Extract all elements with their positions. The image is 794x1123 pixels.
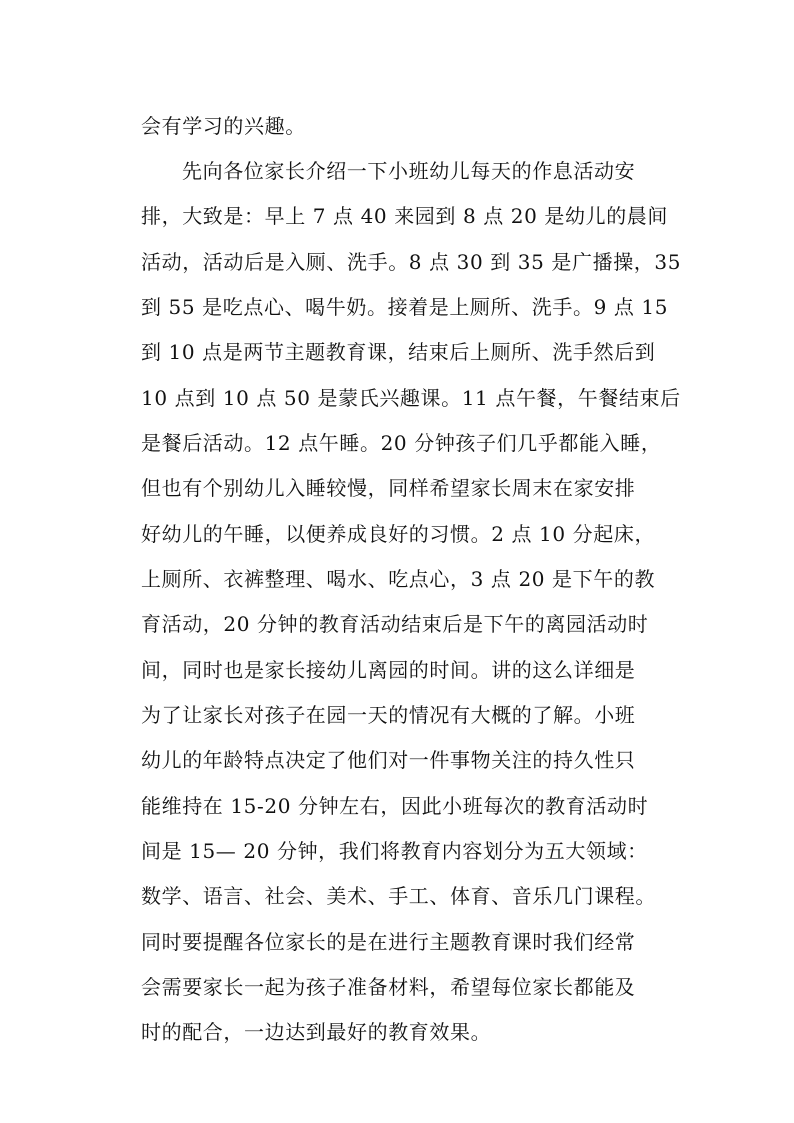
text-line-13: 间，同时也是家长接幼儿离园的时间。讲的这么详细是	[141, 658, 636, 682]
text-line-20: 会需要家长一起为孩子准备材料，希望每位家长都能及	[141, 975, 636, 999]
text-line-18: 数学、语言、社会、美术、手工、体育、音乐几门课程。	[141, 884, 656, 908]
text-line-16: 能维持在 15-20 分钟左右，因此小班每次的教育活动时	[141, 794, 649, 818]
text-line-6: 到 10 点是两节主题教育课，结束后上厕所、洗手然后到	[141, 340, 656, 364]
text-line-10: 好幼儿的午睡，以便养成良好的习惯。2 点 10 分起床，	[141, 522, 656, 546]
text-line-8: 是餐后活动。12 点午睡。20 分钟孩子们几乎都能入睡，	[141, 431, 662, 455]
text-line-12: 育活动，20 分钟的教育活动结束后是下午的离园活动时	[141, 612, 649, 636]
text-line-19: 同时要提醒各位家长的是在进行主题教育课时我们经常	[141, 930, 636, 954]
text-line-4: 活动，活动后是入厕、洗手。8 点 30 到 35 是广播操，35	[141, 250, 682, 274]
text-line-14: 为了让家长对孩子在园一天的情况有大概的了解。小班	[141, 703, 636, 727]
text-line-21: 时的配合，一边达到最好的教育效果。	[141, 1020, 492, 1044]
text-line-2: 先向各位家长介绍一下小班幼儿每天的作息活动安	[182, 159, 636, 183]
text-line-11: 上厕所、衣裤整理、喝水、吃点心，3 点 20 是下午的教	[141, 567, 656, 591]
text-line-9: 但也有个别幼儿入睡较慢，同样希望家长周末在家安排	[141, 476, 636, 500]
text-line-5: 到 55 是吃点心、喝牛奶。接着是上厕所、洗手。9 点 15	[141, 295, 669, 319]
text-line-17: 间是 15— 20 分钟，我们将教育内容划分为五大领域：	[141, 839, 648, 863]
text-line-3: 排，大致是：早上 7 点 40 来园到 8 点 20 是幼儿的晨间	[141, 204, 669, 228]
text-line-15: 幼儿的年龄特点决定了他们对一件事物关注的持久性只	[141, 748, 636, 772]
text-line-7: 10 点到 10 点 50 是蒙氏兴趣课。11 点午餐，午餐结束后	[141, 386, 681, 410]
text-line-1: 会有学习的兴趣。	[141, 114, 306, 138]
